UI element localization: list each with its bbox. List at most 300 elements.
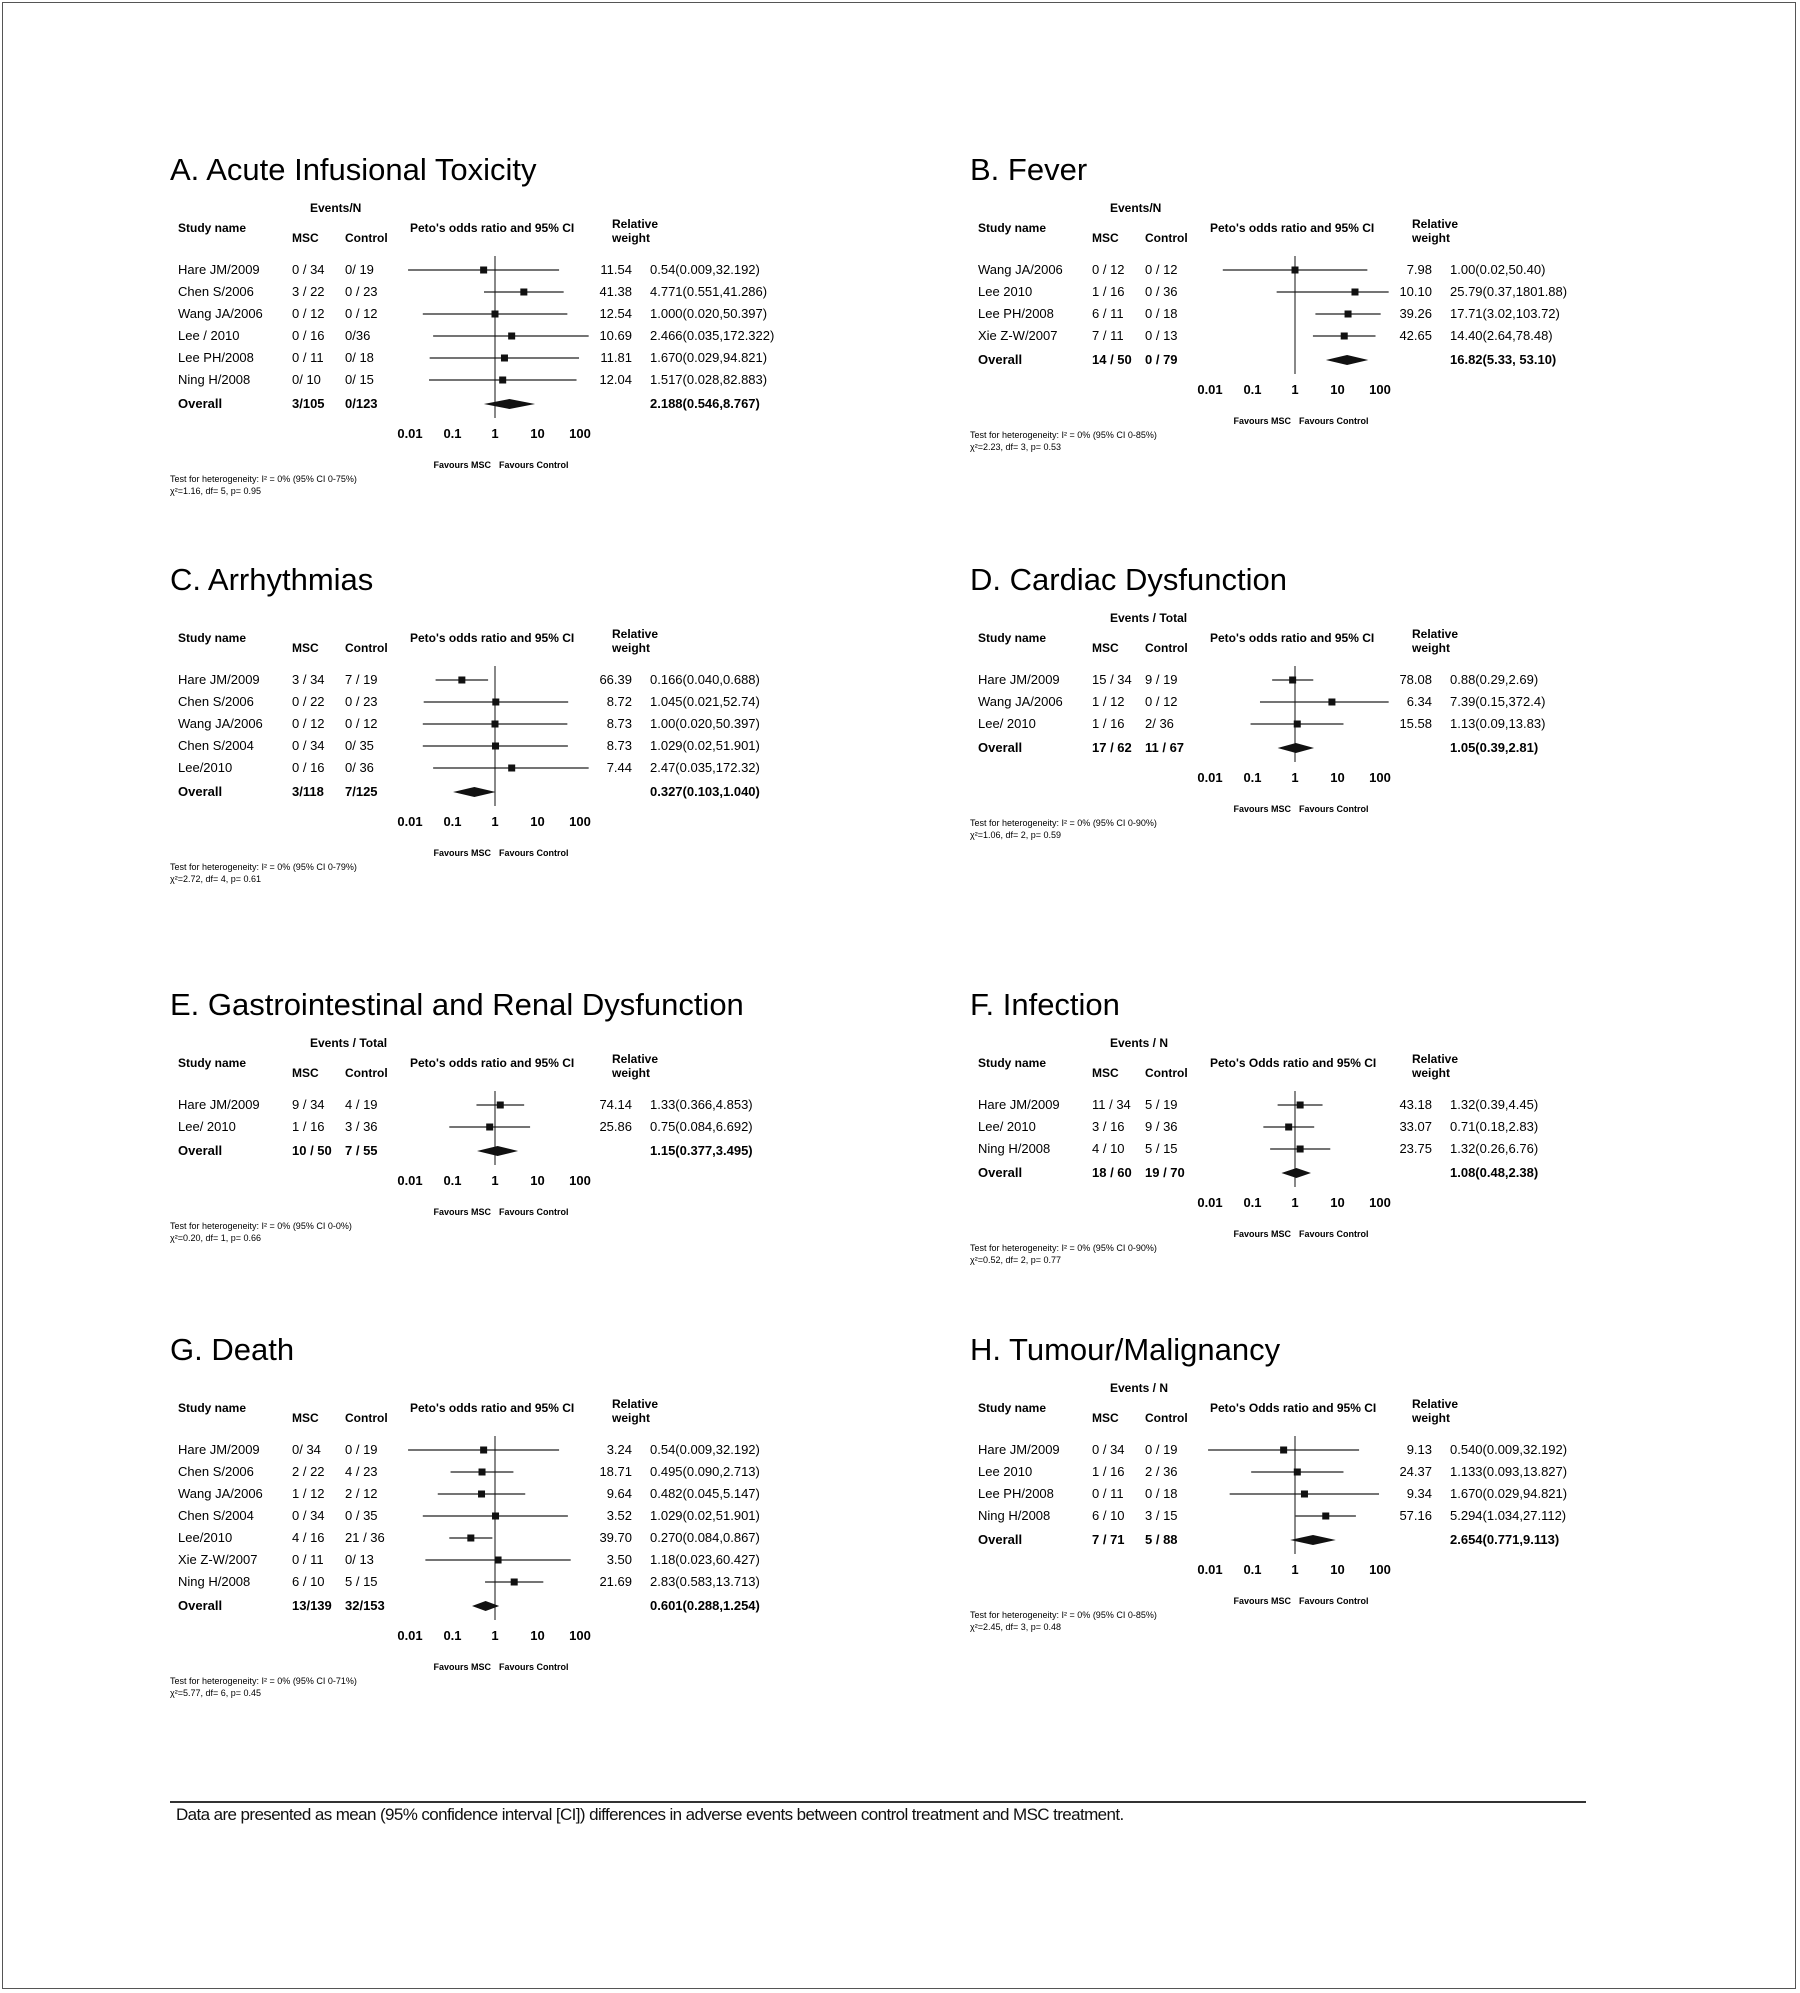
chart-e-overall-msc: 10 / 50 (292, 1143, 332, 1158)
chart-f-heterogeneity-1: Test for heterogeneity: I² = 0% (95% CI 0-90%) (970, 1243, 1157, 1253)
chart-g-control-value: 21 / 36 (345, 1530, 385, 1545)
chart-d-overall-ci-text: 1.05(0.39,2.81) (1450, 740, 1539, 755)
chart-a-point-marker (508, 333, 515, 340)
chart-g-ci-text: 2.83(0.583,13.713) (650, 1574, 760, 1589)
chart-a-weight-value: 11.81 (600, 350, 632, 365)
chart-a-tick-label: 0.01 (397, 426, 423, 441)
chart-e-tick-label: 0.01 (397, 1173, 423, 1188)
chart-b-point-marker (1341, 333, 1348, 340)
chart-b-ci-text: 17.71(3.02,103.72) (1450, 306, 1560, 321)
chart-h-ci-text: 5.294(1.034,27.112) (1450, 1508, 1567, 1523)
chart-a-msc-value: 0 / 11 (292, 350, 324, 365)
chart-e-axis-title: Peto's odds ratio and 95% CI (410, 1056, 575, 1070)
chart-h-study-name: Hare JM/2009 (978, 1442, 1060, 1457)
chart-f-study-name: Lee/ 2010 (978, 1119, 1036, 1134)
chart-f-favours-right: Favours Control (1299, 1229, 1369, 1239)
chart-h-study-name: Lee 2010 (978, 1464, 1033, 1479)
chart-g-control-header: Control (345, 1411, 388, 1425)
chart-f-control-value: 9 / 36 (1145, 1119, 1178, 1134)
chart-h-weight-value: 24.37 (1399, 1464, 1432, 1479)
chart-b-tick-label: 10 (1330, 382, 1345, 397)
chart-c-point-marker (492, 743, 499, 750)
chart-g-weight-header-1: Relative (612, 1397, 659, 1411)
chart-c-control-header: Control (345, 641, 388, 655)
chart-g-msc-value: 0 / 11 (292, 1552, 324, 1567)
chart-c-heterogeneity-2: χ²=2.72, df= 4, p= 0.61 (170, 874, 262, 884)
chart-a-ci-text: 1.000(0.020,50.397) (650, 306, 768, 321)
chart-a-weight-value: 12.04 (599, 372, 632, 387)
chart-g-favours-left: Favours MSC (433, 1662, 491, 1672)
chart-c-msc-value: 3 / 34 (292, 672, 325, 687)
chart-d-weight-header-2: weight (1412, 641, 1450, 655)
chart-c-ci-text: 1.029(0.02,51.901) (650, 738, 760, 753)
chart-g-weight-value: 3.24 (606, 1442, 632, 1457)
chart-a-favours-right: Favours Control (499, 460, 569, 470)
chart-d-control-header: Control (1145, 641, 1188, 655)
chart-a-ci-text: 0.54(0.009,32.192) (650, 262, 760, 277)
chart-b-favours-right: Favours Control (1299, 416, 1369, 426)
chart-a-control-value: 0/ 19 (345, 262, 374, 277)
chart-a-control-value: 0/36 (345, 328, 371, 343)
chart-f-overall-msc: 18 / 60 (1092, 1165, 1132, 1180)
chart-g-control-value: 5 / 15 (345, 1574, 378, 1589)
chart-f-tick-label: 1 (1291, 1195, 1299, 1210)
chart-b-study-name: Lee 2010 (978, 284, 1033, 299)
chart-g-msc-value: 0 / 34 (292, 1508, 325, 1523)
chart-g-point-marker (479, 1469, 486, 1476)
chart-c-tick-label: 1 (491, 814, 499, 829)
chart-c-overall-diamond (453, 787, 496, 797)
chart-d-overall-msc: 17 / 62 (1092, 740, 1132, 755)
chart-e-favours-right: Favours Control (499, 1207, 569, 1217)
chart-e-study-header: Study name (178, 1056, 247, 1070)
chart-f-ci-text: 1.32(0.39,4.45) (1450, 1097, 1539, 1112)
chart-b-point-marker (1345, 311, 1352, 318)
chart-g-control-value: 0/ 13 (345, 1552, 374, 1567)
chart-a-overall-diamond (484, 399, 535, 409)
chart-g-msc-value: 0/ 34 (292, 1442, 321, 1457)
chart-d-tick-label: 1 (1291, 770, 1299, 785)
chart-d-weight-value: 15.58 (1399, 716, 1432, 731)
chart-g-tick-label: 0.1 (443, 1628, 462, 1643)
chart-e-weight-value: 74.14 (599, 1097, 632, 1112)
chart-h-title: H. Tumour/Malignancy (970, 1332, 1281, 1367)
chart-a-weight-value: 11.54 (600, 262, 632, 277)
chart-b-axis-title: Peto's odds ratio and 95% CI (1210, 221, 1375, 235)
chart-g-tick-label: 0.01 (397, 1628, 423, 1643)
chart-g-overall-msc: 13/139 (292, 1598, 332, 1613)
chart-b-control-value: 0 / 13 (1145, 328, 1178, 343)
chart-a-svg (170, 150, 810, 496)
chart-g-weight-value: 21.69 (599, 1574, 632, 1589)
chart-h-overall-control: 5 / 88 (1145, 1532, 1178, 1547)
chart-a-weight-value: 10.69 (599, 328, 632, 343)
chart-f-point-marker (1297, 1146, 1304, 1153)
chart-f-weight-value: 23.75 (1399, 1141, 1432, 1156)
chart-b-control-value: 0 / 12 (1145, 262, 1178, 277)
chart-f-weight-value: 43.18 (1399, 1097, 1432, 1112)
chart-g-overall-control: 32/153 (345, 1598, 385, 1613)
chart-b-study-name: Wang JA/2006 (978, 262, 1063, 277)
chart-c-study-name: Wang JA/2006 (178, 716, 263, 731)
chart-h-control-value: 0 / 19 (1145, 1442, 1178, 1457)
chart-f-weight-header-2: weight (1412, 1066, 1450, 1080)
chart-d-msc-value: 1 / 16 (1092, 716, 1125, 731)
chart-g-weight-value: 18.71 (599, 1464, 632, 1479)
chart-a-tick-label: 0.1 (443, 426, 462, 441)
forest-plot-chart-d (970, 560, 1610, 905)
chart-g-control-value: 4 / 23 (345, 1464, 378, 1479)
chart-c-control-value: 0/ 36 (345, 760, 374, 775)
chart-b-point-marker (1351, 289, 1358, 296)
chart-h-control-value: 2 / 36 (1145, 1464, 1178, 1479)
chart-a-study-name: Hare JM/2009 (178, 262, 260, 277)
chart-f-point-marker (1285, 1124, 1292, 1131)
chart-a-weight-header-1: Relative (612, 217, 659, 231)
chart-c-point-marker (458, 677, 465, 684)
chart-d-study-name: Hare JM/2009 (978, 672, 1060, 687)
chart-g-ci-text: 0.54(0.009,32.192) (650, 1442, 760, 1457)
forest-plot-chart-c (170, 560, 810, 905)
forest-plot-chart-h (970, 1330, 1610, 1675)
chart-g-study-name: Wang JA/2006 (178, 1486, 263, 1501)
chart-d-favours-right: Favours Control (1299, 804, 1369, 814)
chart-g-point-marker (480, 1447, 487, 1454)
chart-h-overall-label: Overall (978, 1532, 1023, 1547)
chart-f-tick-label: 10 (1330, 1195, 1345, 1210)
chart-a-heterogeneity-2: χ²=1.16, df= 5, p= 0.95 (170, 486, 262, 496)
chart-e-tick-label: 10 (530, 1173, 545, 1188)
chart-b-ci-text: 25.79(0.37,1801.88) (1450, 284, 1568, 299)
chart-f-msc-value: 11 / 34 (1092, 1097, 1131, 1112)
footnote-divider (170, 1801, 1586, 1803)
chart-b-weight-value: 42.65 (1399, 328, 1432, 343)
chart-g-ci-text: 0.482(0.045,5.147) (650, 1486, 760, 1501)
chart-a-study-name: Wang JA/2006 (178, 306, 263, 321)
chart-f-events-header: Events / N (1110, 1036, 1169, 1050)
chart-g-tick-label: 10 (530, 1628, 545, 1643)
chart-b-overall-label: Overall (978, 352, 1023, 367)
chart-g-weight-value: 9.64 (606, 1486, 632, 1501)
chart-a-events-header: Events/N (310, 201, 362, 215)
chart-c-tick-label: 0.01 (397, 814, 423, 829)
chart-f-msc-value: 4 / 10 (1092, 1141, 1125, 1156)
chart-d-msc-value: 15 / 34 (1092, 672, 1132, 687)
chart-c-heterogeneity-1: Test for heterogeneity: I² = 0% (95% CI 0-79%) (170, 862, 357, 872)
chart-e-title: E. Gastrointestinal and Renal Dysfunction (170, 987, 744, 1022)
chart-b-overall-diamond (1326, 355, 1368, 365)
chart-g-axis-title: Peto's odds ratio and 95% CI (410, 1401, 575, 1415)
chart-f-control-value: 5 / 15 (1145, 1141, 1178, 1156)
chart-a-control-value: 0 / 23 (345, 284, 378, 299)
chart-c-control-value: 0 / 23 (345, 694, 378, 709)
chart-c-overall-ci-text: 0.327(0.103,1.040) (650, 784, 760, 799)
chart-c-msc-value: 0 / 34 (292, 738, 325, 753)
chart-b-ci-text: 1.00(0.02,50.40) (1450, 262, 1546, 277)
chart-h-study-header: Study name (978, 1401, 1047, 1415)
chart-h-ci-text: 0.540(0.009,32.192) (1450, 1442, 1568, 1457)
chart-g-svg (170, 1330, 810, 1698)
chart-e-heterogeneity-2: χ²=0.20, df= 1, p= 0.66 (170, 1233, 262, 1243)
chart-b-msc-value: 6 / 11 (1092, 306, 1124, 321)
chart-g-weight-value: 3.52 (606, 1508, 632, 1523)
chart-d-tick-label: 0.1 (1243, 770, 1262, 785)
chart-e-tick-label: 1 (491, 1173, 499, 1188)
chart-d-msc-header: MSC (1092, 641, 1119, 655)
forest-plot-chart-b (970, 150, 1610, 495)
chart-a-overall-label: Overall (178, 396, 223, 411)
chart-b-study-header: Study name (978, 221, 1047, 235)
chart-c-study-name: Chen S/2004 (178, 738, 254, 753)
chart-a-ci-text: 4.771(0.551,41.286) (650, 284, 768, 299)
chart-g-control-value: 2 / 12 (345, 1486, 378, 1501)
chart-c-favours-right: Favours Control (499, 848, 569, 858)
chart-g-msc-value: 4 / 16 (292, 1530, 325, 1545)
chart-h-axis-title: Peto's Odds ratio and 95% CI (1210, 1401, 1377, 1415)
chart-g-study-name: Xie Z-W/2007 (178, 1552, 258, 1567)
chart-b-control-value: 0 / 36 (1145, 284, 1178, 299)
chart-h-weight-value: 9.13 (1406, 1442, 1432, 1457)
chart-b-study-name: Lee PH/2008 (978, 306, 1054, 321)
chart-e-overall-diamond (477, 1146, 518, 1156)
chart-f-overall-diamond (1281, 1168, 1311, 1178)
chart-h-study-name: Ning H/2008 (978, 1508, 1051, 1523)
chart-b-control-value: 0 / 18 (1145, 306, 1178, 321)
chart-a-favours-left: Favours MSC (433, 460, 491, 470)
chart-g-ci-text: 0.270(0.084,0.867) (650, 1530, 760, 1545)
chart-f-ci-text: 0.71(0.18,2.83) (1450, 1119, 1539, 1134)
chart-f-tick-label: 0.01 (1197, 1195, 1223, 1210)
chart-g-study-name: Chen S/2004 (178, 1508, 254, 1523)
chart-c-msc-header: MSC (292, 641, 319, 655)
chart-d-ci-text: 1.13(0.09,13.83) (1450, 716, 1546, 731)
chart-d-title: D. Cardiac Dysfunction (970, 562, 1288, 597)
chart-c-control-value: 7 / 19 (345, 672, 378, 687)
chart-a-study-name: Lee PH/2008 (178, 350, 254, 365)
chart-b-weight-value: 39.26 (1399, 306, 1432, 321)
chart-e-svg (170, 985, 810, 1325)
forest-plot-chart-g (170, 1330, 810, 1698)
chart-e-control-header: Control (345, 1066, 388, 1080)
chart-d-tick-label: 100 (1369, 770, 1391, 785)
chart-f-title: F. Infection (970, 987, 1120, 1022)
chart-d-study-name: Wang JA/2006 (978, 694, 1063, 709)
chart-b-weight-header-1: Relative (1412, 217, 1459, 231)
chart-h-point-marker (1301, 1491, 1308, 1498)
chart-b-tick-label: 100 (1369, 382, 1391, 397)
chart-c-tick-label: 100 (569, 814, 591, 829)
chart-c-study-name: Chen S/2006 (178, 694, 254, 709)
chart-d-overall-label: Overall (978, 740, 1023, 755)
chart-f-tick-label: 100 (1369, 1195, 1391, 1210)
chart-d-study-header: Study name (978, 631, 1047, 645)
chart-c-ci-text: 1.00(0.020,50.397) (650, 716, 760, 731)
chart-e-msc-header: MSC (292, 1066, 319, 1080)
chart-b-events-header: Events/N (1110, 201, 1162, 215)
chart-e-overall-label: Overall (178, 1143, 223, 1158)
chart-a-ci-text: 2.466(0.035,172.322) (650, 328, 775, 343)
chart-c-ci-text: 2.47(0.035,172.32) (650, 760, 760, 775)
chart-b-heterogeneity-1: Test for heterogeneity: I² = 0% (95% CI 0-85%) (970, 430, 1157, 440)
chart-g-tick-label: 1 (491, 1628, 499, 1643)
chart-b-weight-value: 10.10 (1399, 284, 1432, 299)
chart-d-control-value: 2/ 36 (1145, 716, 1174, 731)
chart-a-axis-title: Peto's odds ratio and 95% CI (410, 221, 575, 235)
chart-e-msc-value: 1 / 16 (292, 1119, 325, 1134)
chart-f-axis-title: Peto's Odds ratio and 95% CI (1210, 1056, 1377, 1070)
chart-g-point-marker (478, 1491, 485, 1498)
chart-a-overall-msc: 3/105 (292, 396, 325, 411)
chart-d-weight-value: 78.08 (1399, 672, 1432, 687)
chart-h-point-marker (1280, 1447, 1287, 1454)
chart-h-msc-value: 6 / 10 (1092, 1508, 1125, 1523)
chart-d-ci-text: 0.88(0.29,2.69) (1450, 672, 1539, 687)
chart-f-heterogeneity-2: χ²=0.52, df= 2, p= 0.77 (970, 1255, 1062, 1265)
chart-d-control-value: 0 / 12 (1145, 694, 1178, 709)
footnote: Data are presented as mean (95% confidence interval [CI]) differences in adverse events between control treatment and MSC treatment. (176, 1805, 1124, 1824)
chart-f-overall-label: Overall (978, 1165, 1023, 1180)
chart-e-tick-label: 0.1 (443, 1173, 462, 1188)
chart-a-msc-value: 3 / 22 (292, 284, 325, 299)
chart-g-point-marker (467, 1535, 474, 1542)
chart-g-weight-value: 39.70 (599, 1530, 632, 1545)
chart-b-tick-label: 1 (1291, 382, 1299, 397)
chart-a-study-name: Lee / 2010 (178, 328, 240, 343)
chart-h-tick-label: 10 (1330, 1562, 1345, 1577)
chart-a-point-marker (499, 377, 506, 384)
chart-c-tick-label: 10 (530, 814, 545, 829)
chart-h-point-marker (1322, 1513, 1329, 1520)
chart-c-study-name: Hare JM/2009 (178, 672, 260, 687)
chart-e-ci-text: 0.75(0.084,6.692) (650, 1119, 753, 1134)
chart-h-msc-header: MSC (1092, 1411, 1119, 1425)
chart-e-control-value: 3 / 36 (345, 1119, 378, 1134)
chart-d-svg (970, 560, 1610, 900)
chart-e-weight-header-1: Relative (612, 1052, 659, 1066)
chart-h-control-value: 3 / 15 (1145, 1508, 1178, 1523)
chart-f-study-name: Ning H/2008 (978, 1141, 1051, 1156)
forest-plot-chart-f (970, 985, 1610, 1330)
chart-g-msc-value: 1 / 12 (292, 1486, 325, 1501)
chart-d-ci-text: 7.39(0.15,372.4) (1450, 694, 1546, 709)
chart-e-msc-value: 9 / 34 (292, 1097, 325, 1112)
chart-a-tick-label: 10 (530, 426, 545, 441)
chart-b-msc-value: 1 / 16 (1092, 284, 1125, 299)
chart-f-overall-ci-text: 1.08(0.48,2.38) (1450, 1165, 1539, 1180)
chart-e-weight-value: 25.86 (599, 1119, 632, 1134)
chart-a-msc-value: 0/ 10 (292, 372, 321, 387)
chart-a-weight-header-2: weight (612, 231, 650, 245)
chart-d-study-name: Lee/ 2010 (978, 716, 1036, 731)
chart-a-heterogeneity-1: Test for heterogeneity: I² = 0% (95% CI 0-75%) (170, 474, 357, 484)
chart-f-msc-header: MSC (1092, 1066, 1119, 1080)
chart-b-msc-value: 7 / 11 (1092, 328, 1124, 343)
chart-a-study-name: Chen S/2006 (178, 284, 254, 299)
chart-g-msc-value: 6 / 10 (292, 1574, 325, 1589)
chart-c-msc-value: 0 / 22 (292, 694, 325, 709)
chart-a-weight-value: 41.38 (599, 284, 632, 299)
chart-d-point-marker (1328, 699, 1335, 706)
forest-plot-chart-e (170, 985, 810, 1330)
chart-g-ci-text: 1.029(0.02,51.901) (650, 1508, 760, 1523)
chart-c-favours-left: Favours MSC (433, 848, 491, 858)
chart-c-weight-value: 66.39 (599, 672, 632, 687)
chart-a-control-header: Control (345, 231, 388, 245)
chart-g-weight-header-2: weight (612, 1411, 650, 1425)
chart-a-point-marker (480, 267, 487, 274)
chart-e-point-marker (486, 1124, 493, 1131)
chart-a-msc-header: MSC (292, 231, 319, 245)
chart-b-favours-left: Favours MSC (1233, 416, 1291, 426)
chart-h-overall-msc: 7 / 71 (1092, 1532, 1125, 1547)
chart-c-weight-value: 8.73 (606, 716, 632, 731)
chart-b-msc-header: MSC (1092, 231, 1119, 245)
chart-a-ci-text: 1.670(0.029,94.821) (650, 350, 768, 365)
chart-a-study-header: Study name (178, 221, 247, 235)
chart-b-overall-control: 0 / 79 (1145, 352, 1178, 367)
chart-h-tick-label: 100 (1369, 1562, 1391, 1577)
chart-g-study-name: Chen S/2006 (178, 1464, 254, 1479)
chart-h-svg (970, 1330, 1610, 1670)
chart-c-weight-header-2: weight (612, 641, 650, 655)
chart-c-weight-value: 7.44 (606, 760, 632, 775)
chart-f-control-header: Control (1145, 1066, 1188, 1080)
chart-g-ci-text: 1.18(0.023,60.427) (650, 1552, 760, 1567)
chart-c-svg (170, 560, 810, 900)
chart-g-point-marker (492, 1513, 499, 1520)
chart-e-overall-control: 7 / 55 (345, 1143, 378, 1158)
chart-d-events-header: Events / Total (1110, 611, 1188, 625)
chart-b-weight-value: 7.98 (1406, 262, 1432, 277)
chart-e-weight-header-2: weight (612, 1066, 650, 1080)
chart-h-msc-value: 1 / 16 (1092, 1464, 1125, 1479)
chart-c-axis-title: Peto's odds ratio and 95% CI (410, 631, 575, 645)
chart-g-point-marker (495, 1557, 502, 1564)
chart-g-title: G. Death (170, 1332, 295, 1367)
chart-g-overall-ci-text: 0.601(0.288,1.254) (650, 1598, 760, 1613)
chart-g-study-name: Lee/2010 (178, 1530, 233, 1545)
chart-g-weight-value: 3.50 (606, 1552, 632, 1567)
chart-g-study-name: Ning H/2008 (178, 1574, 251, 1589)
chart-d-weight-value: 6.34 (1406, 694, 1432, 709)
chart-f-weight-value: 33.07 (1399, 1119, 1432, 1134)
chart-b-tick-label: 0.1 (1243, 382, 1262, 397)
chart-h-tick-label: 0.1 (1243, 1562, 1262, 1577)
chart-h-study-name: Lee PH/2008 (978, 1486, 1054, 1501)
chart-c-msc-value: 0 / 12 (292, 716, 325, 731)
chart-a-msc-value: 0 / 34 (292, 262, 325, 277)
chart-d-msc-value: 1 / 12 (1092, 694, 1125, 709)
chart-e-control-value: 4 / 19 (345, 1097, 378, 1112)
chart-f-svg (970, 985, 1610, 1325)
chart-e-favours-left: Favours MSC (433, 1207, 491, 1217)
chart-g-heterogeneity-1: Test for heterogeneity: I² = 0% (95% CI 0-71%) (170, 1676, 357, 1686)
chart-g-control-value: 0 / 19 (345, 1442, 378, 1457)
chart-b-study-name: Xie Z-W/2007 (978, 328, 1058, 343)
chart-c-overall-control: 7/125 (345, 784, 378, 799)
chart-c-title: C. Arrhythmias (170, 562, 374, 597)
chart-g-heterogeneity-2: χ²=5.77, df= 6, p= 0.45 (170, 1688, 262, 1698)
chart-h-control-header: Control (1145, 1411, 1188, 1425)
chart-c-weight-value: 8.72 (606, 694, 632, 709)
chart-a-point-marker (520, 289, 527, 296)
chart-e-study-name: Lee/ 2010 (178, 1119, 236, 1134)
chart-d-tick-label: 0.01 (1197, 770, 1223, 785)
chart-a-control-value: 0 / 12 (345, 306, 378, 321)
chart-a-tick-label: 1 (491, 426, 499, 441)
chart-g-control-value: 0 / 35 (345, 1508, 378, 1523)
chart-d-tick-label: 10 (1330, 770, 1345, 785)
